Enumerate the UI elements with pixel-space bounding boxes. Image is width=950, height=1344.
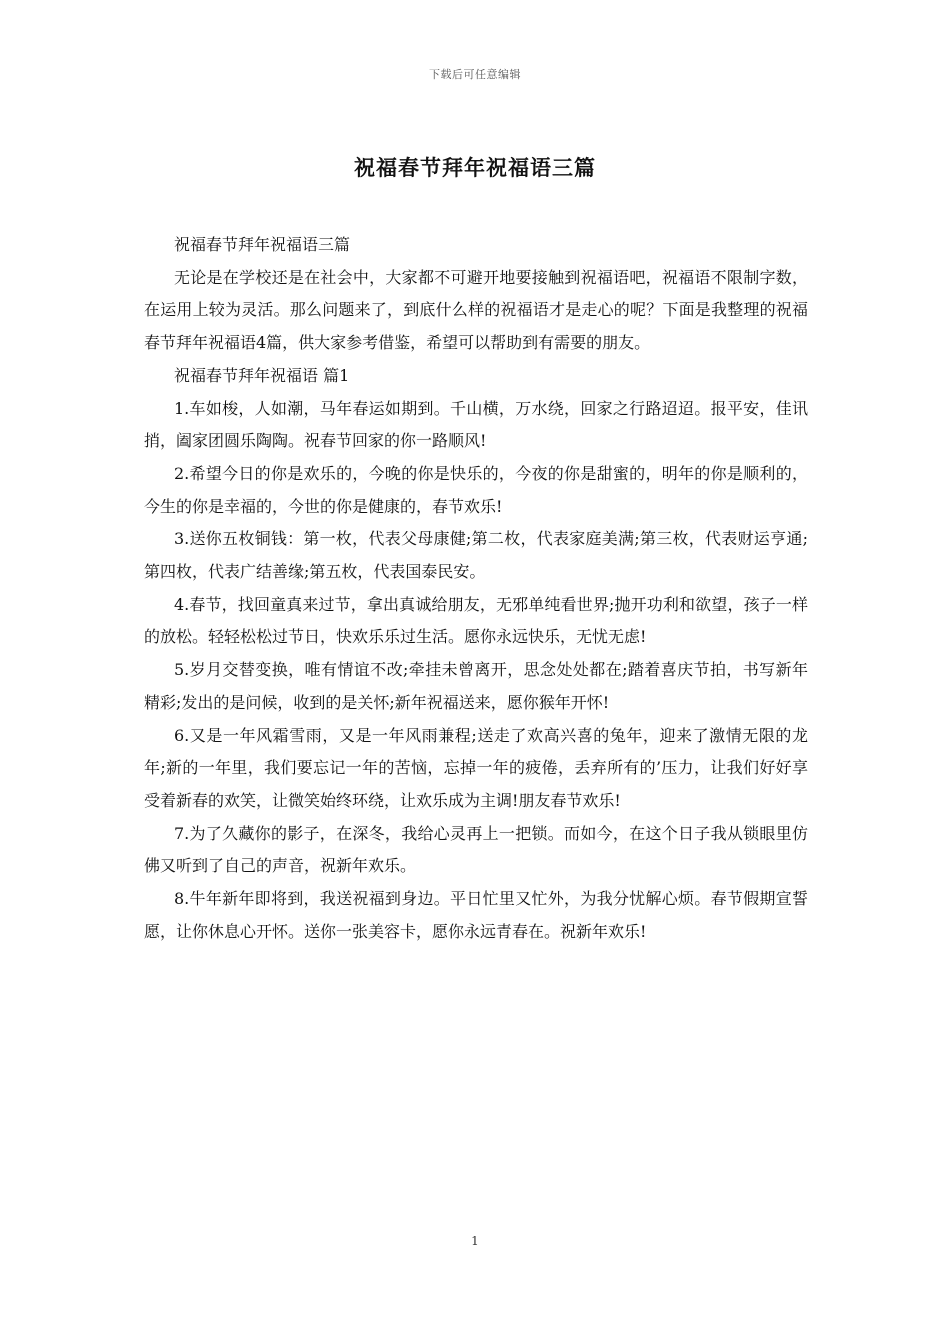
greeting-item-3: 3.送你五枚铜钱：第一枚，代表父母康健;第二枚，代表家庭美满;第三枚，代表财运亨通;第四枚，代表广结善缘;第五枚，代表国泰民安。 — [144, 529, 808, 582]
greeting-item-1: 1.车如梭，人如潮，马年春运如期到。千山横，万水绕，回家之行路迢迢。报平安，佳讯捎，阖家团圆乐陶陶。祝春节回家的你一路顺风! — [144, 398, 808, 451]
subtitle-paragraph: 祝福春节拜年祝福语三篇 — [174, 235, 351, 254]
page-number: 1 — [471, 1234, 479, 1248]
greeting-item-5: 5.岁月交替变换，唯有情谊不改;牵挂未曾离开，思念处处都在;踏着喜庆节拍，书写新年精彩;发出的是问候，收到的是关怀;新年祝福送来，愿你猴年开怀! — [144, 660, 808, 712]
page-header-note: 下载后可任意编辑 — [429, 68, 521, 81]
section-heading: 祝福春节拜年祝福语 篇1 — [174, 365, 350, 385]
greeting-item-6: 6.又是一年风霜雪雨，又是一年风雨兼程;送走了欢高兴喜的兔年，迎来了激情无限的龙年;新的一年里，我们要忘记一年的苦恼，忘掉一年的疲倦，丢弃所有的’压力，让我们好好享受着新春的欢笑，让微笑始终环绕，让欢乐成为主调!朋友春节欢乐! — [144, 725, 808, 810]
greeting-item-2: 2.希望今日的你是欢乐的，今晚的你是快乐的，今夜的你是甜蜜的，明年的你是顺利的，今生的你是幸福的，今世的你是健康的，春节欢乐! — [144, 463, 808, 516]
greeting-item-8: 8.牛年新年即将到，我送祝福到身边。平日忙里又忙外，为我分忧解心烦。春节假期宣誓愿，让你休息心开怀。送你一张美容卡，愿你永远青春在。祝新年欢乐! — [144, 889, 808, 941]
document-title: 祝福春节拜年祝福语三篇 — [354, 155, 596, 180]
greeting-item-7: 7.为了久藏你的影子，在深冬，我给心灵再上一把锁。而如今，在这个日子我从锁眼里仿佛又听到了自己的声音，祝新年欢乐。 — [144, 823, 808, 876]
document-body — [144, 229, 808, 948]
intro-paragraph: 无论是在学校还是在社会中，大家都不可避开地要接触到祝福语吧，祝福语不限制字数，在运用上较为灵活。那么问题来了，到底什么样的祝福语才是走心的呢？下面是我整理的祝福春节拜年祝福语4篇，供大家参考借鉴，希望可以帮助到有需要的朋友。 — [144, 267, 808, 353]
greeting-item-4: 4.春节，找回童真来过节，拿出真诚给朋友，无邪单纯看世界;抛开功利和欲望，孩子一样的放松。轻轻松松过节日，快欢乐乐过生活。愿你永远快乐，无忧无虑! — [144, 594, 808, 647]
